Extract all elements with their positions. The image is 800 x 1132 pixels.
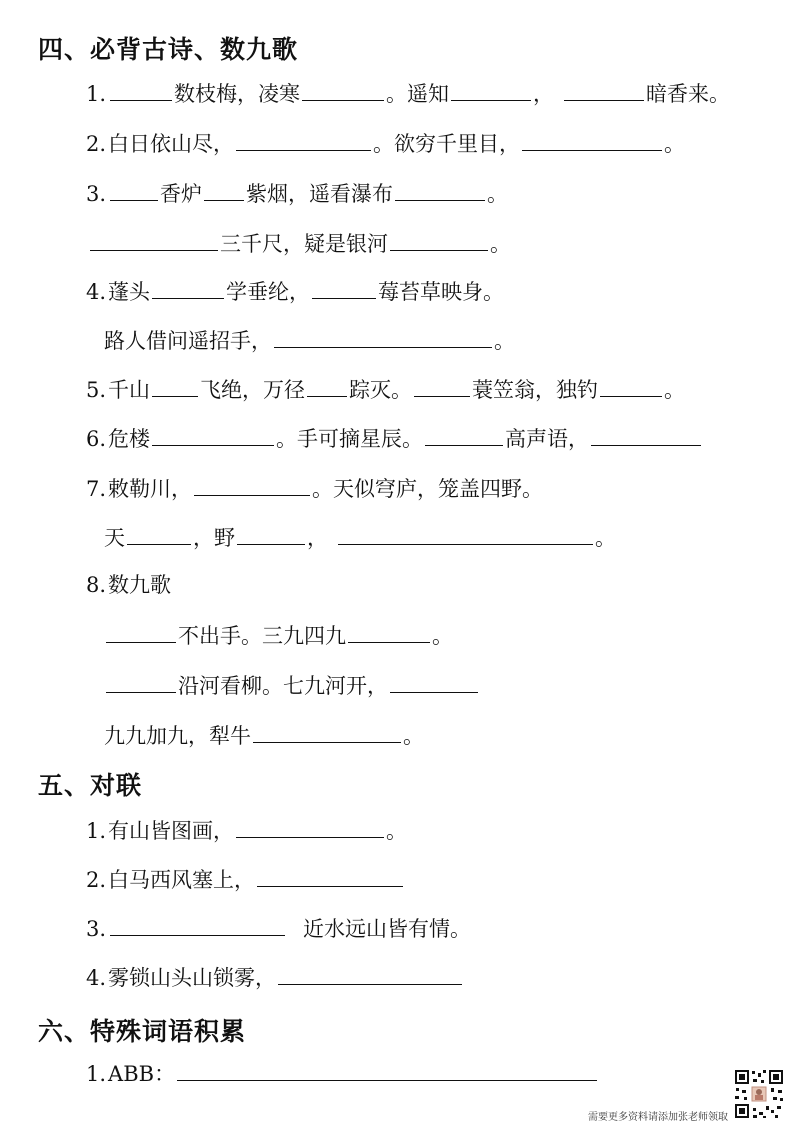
q4-4: 4.蓬头 学垂纶， 莓苔草映身。 [86, 276, 504, 307]
q4-8: 8.数九歌 [86, 573, 172, 597]
blank[interactable] [338, 522, 593, 545]
q4-8-line2: 沿河看柳。七九河开， [104, 670, 480, 701]
blank[interactable] [564, 78, 644, 101]
q4-5: 5.千山 飞绝，万径 踪灭。 蓑笠翁，独钓 。 [86, 374, 685, 405]
q4-2: 2.白日依山尽， 。欲穷千里目， 。 [86, 128, 685, 159]
blank[interactable] [194, 473, 310, 496]
blank[interactable] [90, 228, 218, 251]
blank[interactable] [600, 374, 662, 397]
blank[interactable] [307, 374, 347, 397]
section-six-heading: 六、特殊词语积累 [38, 1017, 247, 1046]
q5-2: 2.白马西风塞上， [86, 864, 405, 895]
blank[interactable] [257, 864, 403, 887]
blank[interactable] [127, 522, 191, 545]
q5-3: 3. 近水远山皆有情。 [86, 913, 471, 944]
blank[interactable] [106, 620, 176, 643]
q4-1: 1. 数枝梅，凌寒 。遥知 ， 暗香来。 [86, 78, 730, 109]
blank[interactable] [106, 670, 176, 693]
blank[interactable] [302, 78, 384, 101]
blank[interactable] [152, 374, 198, 397]
blank[interactable] [278, 962, 462, 985]
blank[interactable] [591, 423, 701, 446]
blank[interactable] [522, 128, 662, 151]
blank[interactable] [451, 78, 531, 101]
qr-code-icon [733, 1068, 785, 1120]
q4-3: 3. 香炉 紫烟，遥看瀑布 。 [86, 178, 508, 209]
q5-4: 4.雾锁山头山锁雾， [86, 962, 464, 993]
q4-3-line2: 三千尺，疑是银河 。 [88, 228, 511, 259]
blank[interactable] [110, 178, 158, 201]
blank[interactable] [152, 423, 274, 446]
blank[interactable] [395, 178, 485, 201]
blank[interactable] [414, 374, 470, 397]
blank[interactable] [236, 128, 371, 151]
blank[interactable] [348, 620, 430, 643]
q4-4-line2: 路人借问遥招手， 。 [104, 325, 515, 356]
q4-7: 7.敕勒川， 。天似穹庐，笼盖四野。 [86, 473, 543, 504]
blank[interactable] [390, 670, 478, 693]
blank[interactable] [253, 720, 401, 743]
blank[interactable] [110, 78, 172, 101]
section-four-heading: 四、必背古诗、数九歌 [38, 35, 299, 64]
blank[interactable] [236, 815, 384, 838]
q4-8-line1: 不出手。三九四九 。 [104, 620, 453, 651]
blank[interactable] [312, 276, 376, 299]
blank[interactable] [425, 423, 503, 446]
q6-1: 1.ABB： [86, 1058, 599, 1089]
blank[interactable] [110, 913, 285, 936]
q4-7-line2: 天 ，野 ， 。 [104, 522, 616, 553]
footer-note: 需要更多资料请添加张老师领取 [588, 1112, 728, 1123]
q5-1: 1.有山皆图画， 。 [86, 815, 407, 846]
blank[interactable] [237, 522, 305, 545]
blank[interactable] [177, 1058, 597, 1081]
q4-6: 6.危楼 。手可摘星辰。 高声语， [86, 423, 703, 454]
q4-8-line3: 九九加九，犁牛 。 [104, 720, 424, 751]
blank[interactable] [390, 228, 488, 251]
section-five-heading: 五、对联 [38, 771, 143, 800]
blank[interactable] [152, 276, 224, 299]
blank[interactable] [274, 325, 492, 348]
blank[interactable] [204, 178, 244, 201]
